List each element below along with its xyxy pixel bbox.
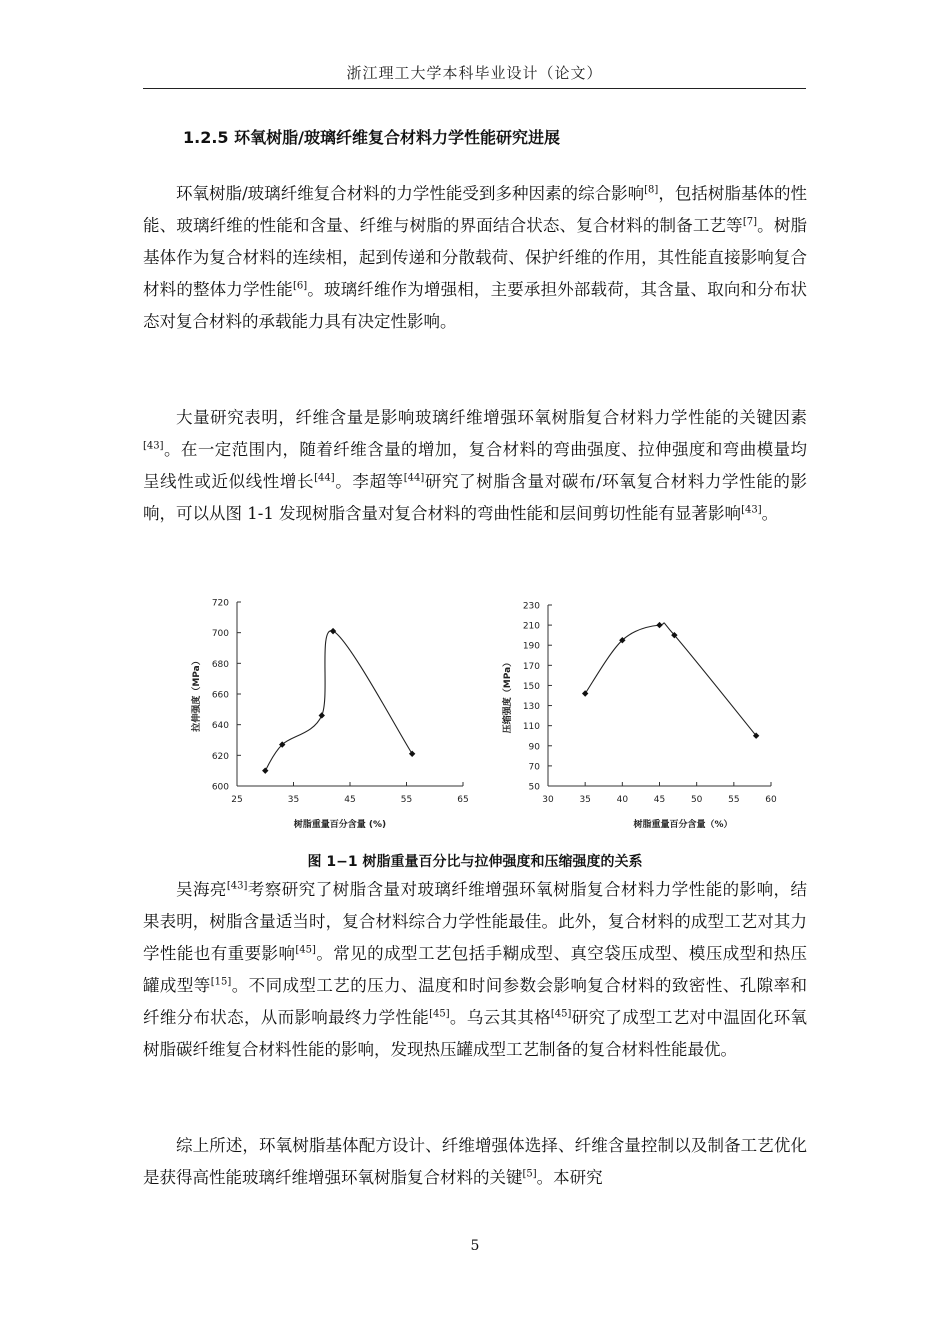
x-tick-label: 65 xyxy=(457,795,469,805)
x-tick-label: 60 xyxy=(765,795,777,805)
series-line xyxy=(585,623,756,736)
x-tick-label: 45 xyxy=(344,795,356,805)
x-tick-label: 30 xyxy=(542,795,554,805)
paragraph-3 xyxy=(143,874,807,1066)
y-tick-label: 130 xyxy=(522,702,540,713)
y-tick-label: 150 xyxy=(522,681,540,692)
chart-tensile xyxy=(190,599,469,831)
text-run: 。在一定范围内，随着纤维含量的增加，复合材料的弯曲强度、拉伸强度和弯曲模量均呈线性或近似线性增长 xyxy=(143,440,807,491)
y-tick-label: 190 xyxy=(522,641,540,652)
citation: [45] xyxy=(550,1008,572,1020)
paragraph-1 xyxy=(143,178,807,338)
x-tick-label: 45 xyxy=(653,795,666,805)
text-run: 。常见的成型工艺包括手糊成型、真空袋压成型、模压成型和热压罐成型等 xyxy=(143,944,808,995)
data-point xyxy=(582,690,588,696)
text-run: 环氧树脂/玻璃纤维复合材料的力学性能受到多种因素的综合影响 xyxy=(176,184,645,203)
text-run: 。树脂基体作为复合材料的连续相，起到传递和分散载荷、保护纤维的作用，其性能直接影响复合材料的整体力学性能 xyxy=(143,216,808,299)
citation: [43] xyxy=(226,880,248,892)
citation: [15] xyxy=(210,976,232,988)
chart-compressive xyxy=(501,602,777,831)
y-tick-label: 170 xyxy=(522,661,540,672)
y-tick-label: 230 xyxy=(522,601,540,612)
data-point xyxy=(409,751,415,757)
y-tick-label: 720 xyxy=(211,598,229,609)
y-tick-label: 90 xyxy=(528,742,540,753)
text-run: 综上所述，环氧树脂基体配方设计、纤维增强体选择、纤维含量控制以及制备工艺优化是获得高性能玻璃纤维增强环氧树脂复合材料的关键 xyxy=(143,1136,807,1187)
data-point xyxy=(330,628,336,634)
text-run: 考察研究了树脂含量对玻璃纤维增强环氧树脂复合材料力学性能的影响，结果表明，树脂含量适当时，复合材料综合力学性能最佳。此外，复合材料的成型工艺对其力学性能也有重要影响 xyxy=(143,880,808,963)
paragraph-4 xyxy=(143,1130,807,1194)
text-run: ，包括树脂基体的性能、玻璃纤维的性能和含量、纤维与树脂的界面结合状态、复合材料的制备工艺等 xyxy=(143,184,808,235)
citation: [45] xyxy=(295,944,316,956)
text-run: 。本研究 xyxy=(536,1168,603,1187)
text-run: 。乌云其其格 xyxy=(449,1008,551,1027)
text-run: 。不同成型工艺的压力、温度和时间参数会影响复合材料的致密性、孔隙率和纤维分布状态，从而影响最终力学性能 xyxy=(143,976,808,1027)
paragraph-2 xyxy=(143,402,807,530)
text-run: 吴海亮 xyxy=(176,880,227,899)
data-point xyxy=(656,622,662,628)
x-tick-label: 35 xyxy=(287,795,300,805)
page-number: 5 xyxy=(470,1238,480,1254)
y-tick-label: 70 xyxy=(528,762,540,773)
citation: [44] xyxy=(314,472,335,484)
citation: [43] xyxy=(741,504,762,516)
text-run: 。 xyxy=(761,504,779,523)
y-axis-label: 拉伸强度（MPa） xyxy=(192,656,202,732)
citation: [5] xyxy=(522,1168,537,1180)
text-run: 大量研究表明，纤维含量是影响玻璃纤维增强环氧树脂复合材料力学性能的关键因素 xyxy=(176,408,807,427)
x-tick-label: 40 xyxy=(616,795,629,805)
citation: [45] xyxy=(429,1008,450,1020)
y-tick-label: 640 xyxy=(211,721,229,732)
y-tick-label: 110 xyxy=(522,722,540,733)
x-axis-label: 树脂重量百分含量 (%) xyxy=(293,820,387,830)
y-tick-label: 700 xyxy=(211,629,229,640)
citation: [7] xyxy=(742,216,758,228)
citation: [6] xyxy=(292,280,308,292)
x-axis-label: 树脂重量百分含量（%） xyxy=(633,820,733,830)
x-tick-label: 50 xyxy=(690,795,703,805)
y-tick-label: 600 xyxy=(211,782,229,793)
section-title: 1.2.5 环氧树脂/玻璃纤维复合材料力学性能研究进展 xyxy=(183,128,560,147)
citation: [8] xyxy=(644,184,659,196)
x-tick-label: 55 xyxy=(728,795,740,805)
text-run: 。玻璃纤维作为增强相，主要承担外部载荷，其含量、取向和分布状态对复合材料的承载能力具有决定性影响。 xyxy=(143,280,808,331)
text-run: 研究了成型工艺对中温固化环氧树脂碳纤维复合材料性能的影响，发现热压罐成型工艺制备的复合材料性能最优。 xyxy=(143,1008,808,1059)
data-point xyxy=(262,767,268,773)
y-axis-label: 压缩强度（MPa） xyxy=(503,657,513,734)
x-tick-label: 55 xyxy=(400,795,413,805)
y-tick-label: 210 xyxy=(522,621,540,632)
x-tick-label: 25 xyxy=(231,795,243,805)
y-tick-label: 620 xyxy=(211,751,229,762)
data-point xyxy=(319,712,325,718)
y-tick-label: 680 xyxy=(211,659,229,670)
figure-caption: 图 1−1 树脂重量百分比与拉伸强度和压缩强度的关系 xyxy=(307,854,643,870)
figure-1-1 xyxy=(185,590,775,840)
citation: [43] xyxy=(143,440,164,452)
running-header: 浙江理工大学本科毕业设计（论文） xyxy=(143,62,806,89)
citation: [44] xyxy=(403,472,425,484)
x-tick-label: 35 xyxy=(579,795,591,805)
text-run: 。李超等 xyxy=(334,472,404,491)
series-line xyxy=(265,631,412,771)
y-tick-label: 660 xyxy=(211,690,229,701)
text-run: 研究了树脂含量对碳布/环氧复合材料力学性能的影响，可以从图 1-1 发现树脂含量对复合材料的弯曲性能和层间剪切性能有显著影响 xyxy=(143,472,808,523)
y-tick-label: 50 xyxy=(528,782,540,793)
